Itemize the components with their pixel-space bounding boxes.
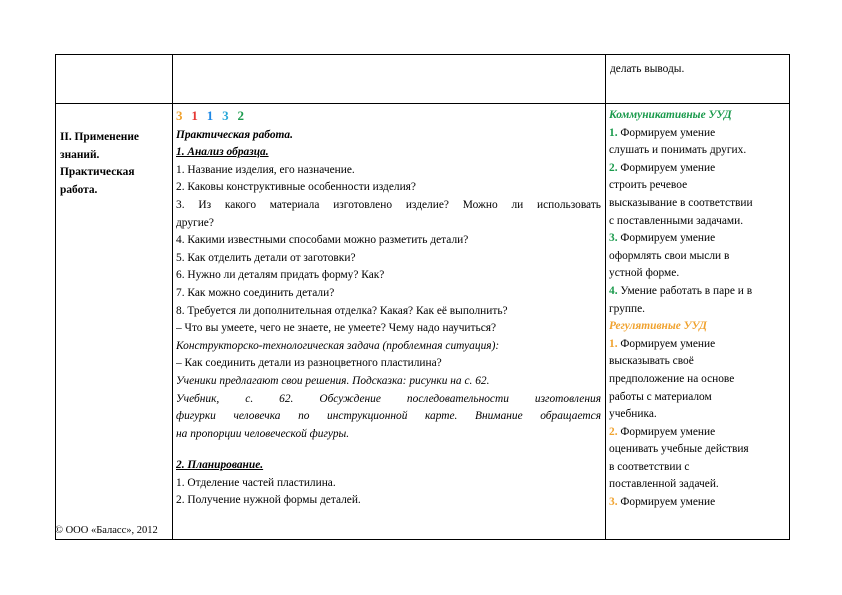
uud-line: работы с материалом (609, 390, 712, 403)
uud-line: высказывать своё (609, 355, 694, 368)
content-cell-empty (173, 55, 606, 104)
question-line: 1. Название изделия, его назначение. (176, 163, 355, 176)
uud-number: 3. (609, 232, 618, 245)
question-line: 4. Какими известными способами можно разметить детали? (176, 234, 469, 247)
uud-line: предположение на основе (609, 372, 735, 385)
copyright-footer: © ООО «Баласс», 2012 (55, 525, 158, 536)
stage-cell-empty (56, 55, 173, 104)
question-line: 5. Как отделить детали от заготовки? (176, 251, 356, 264)
spacer (176, 443, 601, 457)
uud-text: Формируем умение (617, 126, 716, 139)
stage-cell (56, 104, 173, 540)
uud-text: Формируем умение (617, 337, 716, 350)
uud-line (609, 283, 787, 301)
students-note-line: Учебник, с. 62. Обсуждение последовательности изготовления (176, 392, 601, 405)
uud-cell (606, 104, 790, 540)
uud-text: Формируем умение (617, 232, 716, 245)
uud-number: 4. (609, 284, 618, 297)
uud-line (609, 160, 787, 178)
uud-number: 2. (609, 425, 618, 438)
uud-line: строить речевое (609, 179, 688, 192)
section-heading: 1. Анализ образца. (176, 146, 269, 159)
uud-line: устной форме. (609, 267, 680, 280)
uud-number: 3. (609, 496, 618, 509)
uud-text: Формируем умение (617, 496, 716, 509)
table-row (56, 55, 790, 104)
students-note-line: фигурки человечка по инструкционной карте. Внимание обращается (176, 410, 601, 423)
uud-line: поставленной задачей. (609, 478, 719, 491)
question-line: 3. Из какого материала изготовлено изделие? Можно ли использовать (176, 198, 601, 211)
stage-title-line: II. Применение (60, 131, 139, 143)
stage-title-line: работа. (60, 183, 98, 196)
uud-line: оценивать учебные действия (609, 443, 749, 456)
uud-line: в соответствии с (609, 460, 690, 473)
colored-number: 1 (191, 108, 198, 123)
uud-number: 1. (609, 126, 618, 139)
table-row (56, 104, 790, 540)
uud-text: Формируем умение (617, 425, 716, 438)
communicative-uud-heading: Коммуникативные УУД (609, 109, 732, 121)
regulative-uud-heading: Регулятивные УУД (609, 320, 707, 333)
content-cell (173, 104, 606, 540)
uud-line: высказывание в соответствии (609, 196, 753, 209)
stage-title-line: знаний. (60, 148, 100, 161)
plan-line: 1. Отделение частей пластилина. (176, 476, 336, 489)
task-heading: Конструкторско-технологическая задача (проблемная ситуация): (176, 339, 500, 352)
colored-number: 3 (222, 108, 229, 123)
colored-number: 1 (206, 108, 214, 123)
uud-cell-top (606, 55, 790, 104)
question-line: – Что вы умеете, чего не знаете, не умеете? Чему надо научиться? (176, 322, 497, 335)
uud-number: 2. (609, 161, 618, 174)
uud-line: группе. (609, 302, 646, 315)
task-question: – Как соединить детали из разноцветного пластилина? (176, 357, 442, 370)
uud-line: слушать и понимать других. (609, 144, 747, 157)
colored-number: 3 (176, 108, 183, 123)
uud-line: с поставленными задачами. (609, 214, 744, 227)
colored-number: 2 (237, 108, 244, 123)
section-heading: 2. Планирование. (176, 459, 264, 472)
question-line: 7. Как можно соединить детали? (176, 286, 335, 299)
uud-line (609, 424, 787, 442)
uud-text: Умение работать в паре и в (617, 284, 753, 297)
uud-line (609, 494, 787, 512)
lesson-table (55, 54, 790, 540)
uud-line (609, 125, 787, 143)
students-note-line: на пропорции человеческой фигуры. (176, 427, 350, 440)
question-line: другие? (176, 216, 214, 229)
stage-title-line: Практическая (60, 166, 135, 179)
plan-line: 2. Получение нужной формы деталей. (176, 494, 361, 507)
uud-text: Формируем умение (617, 161, 716, 174)
uud-line (609, 230, 787, 248)
uud-line (609, 336, 787, 354)
colored-numbers (176, 107, 601, 127)
uud-number: 1. (609, 337, 618, 350)
uud-line: оформлять свои мысли в (609, 249, 730, 262)
uud-line: учебника. (609, 408, 657, 421)
question-line: 8. Требуется ли дополнительная отделка? Какая? Как её выполнить? (176, 304, 508, 317)
question-line: 2. Каковы конструктивные особенности изделия? (176, 181, 416, 194)
uud-continuation-text: делать выводы. (610, 63, 685, 75)
practical-work-title: Практическая работа. (176, 128, 293, 141)
question-line: 6. Нужно ли деталям придать форму? Как? (176, 269, 385, 282)
students-note-line: Ученики предлагают свои решения. Подсказка: рисунки на с. 62. (176, 374, 490, 387)
